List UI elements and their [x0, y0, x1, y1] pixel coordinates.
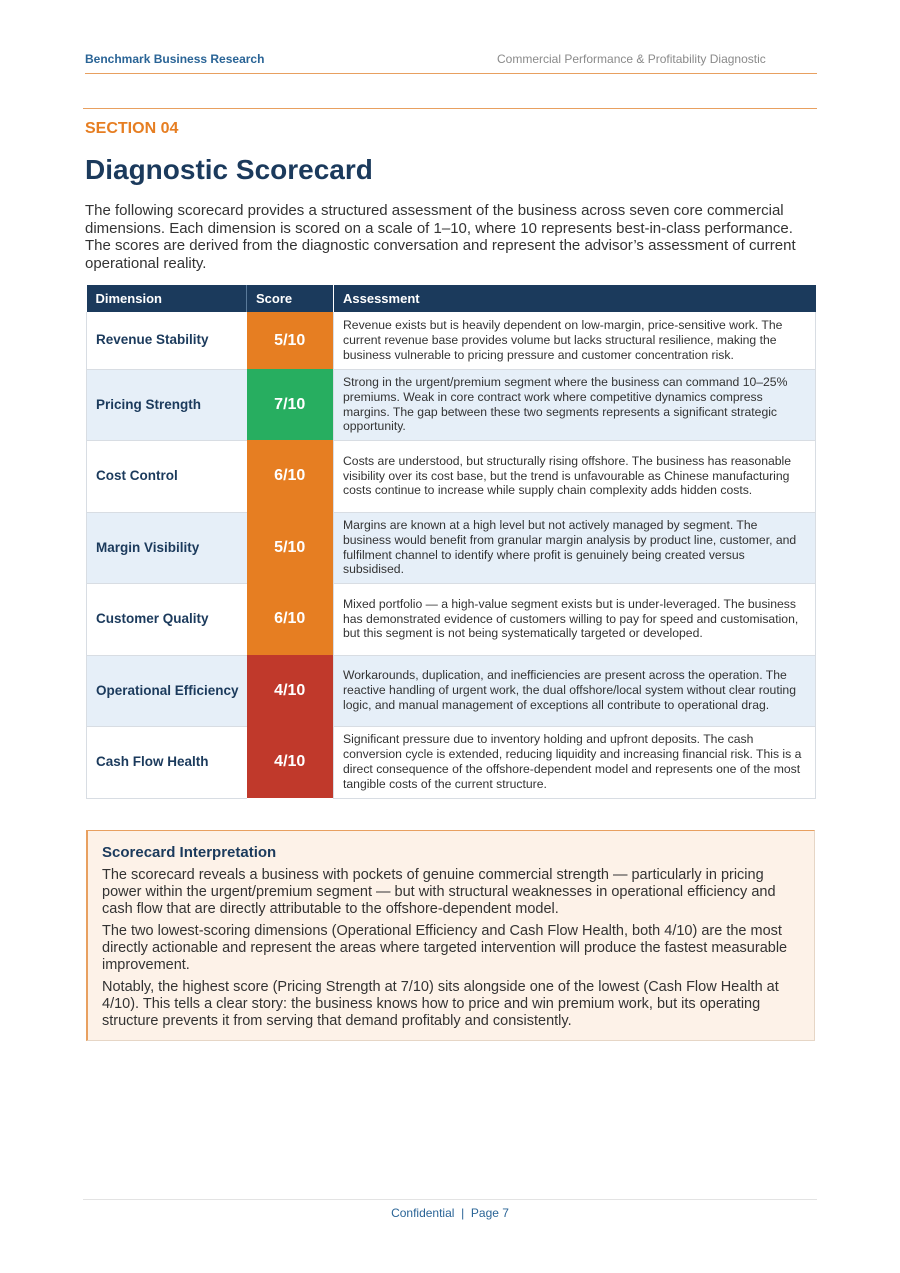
dimension-cell: Customer Quality [87, 583, 247, 655]
assessment-cell: Significant pressure due to inventory holding and upfront deposits. The cash conversion cycle is extended, reducing liquidity and increasing financial risk. This is a direct consequence of the offshore-dependent model and represents one of the most tangible costs of the current structure. [334, 726, 816, 798]
page-title: Diagnostic Scorecard [85, 154, 373, 185]
table-row [87, 726, 816, 798]
table-row [87, 512, 816, 583]
interpretation-paragraph: Notably, the highest score (Pricing Strength at 7/10) sits alongside one of the lowest (Cash Flow Health at 4/10). This tells a clear story: the business knows how to price and win premium work, but its operating structure prevents it from serving that demand profitably and consistently. [102, 979, 779, 1029]
page-footer: Confidential | Page 7 [391, 1206, 509, 1220]
intro-paragraph: The following scorecard provides a structured assessment of the business across seven core commercial dimensions. Each dimension is scored on a scale of 1–10, where 10 represents best-in-class performance. The scores are derived from the diagnostic conversation and represent the advisor’s assessment of current operational reality. [85, 202, 796, 272]
brand-name: Benchmark Business Research [85, 52, 265, 66]
table-row [87, 440, 816, 512]
assessment-cell: Strong in the urgent/premium segment where the business can command 10–25% premiums. Weak in core contract work where competitive dynamics compress margins. The gap between these two segments represents a significant strategic opportunity. [334, 369, 816, 440]
table-row [87, 655, 816, 726]
interpretation-title: Scorecard Interpretation [102, 844, 277, 861]
score-cell: 6/10 [247, 440, 334, 512]
header-score: Score [247, 285, 334, 312]
section-divider [83, 108, 817, 109]
assessment-cell: Workarounds, duplication, and inefficiencies are present across the operation. The reactive handling of urgent work, the dual offshore/local system without clear routing logic, and manual management of exceptions all contribute to operational drag. [334, 655, 816, 726]
document-title: Commercial Performance & Profitability Diagnostic [497, 52, 766, 66]
scorecard-table [86, 285, 816, 799]
interpretation-paragraph: The scorecard reveals a business with pockets of genuine commercial strength — particularly in pricing power within the urgent/premium segment — but with structural weaknesses in operational efficiency and cash flow that are directly attributable to the offshore-dependent model. [102, 867, 776, 917]
score-cell: 4/10 [247, 726, 334, 798]
header-dimension: Dimension [87, 285, 247, 312]
footer-divider [83, 1199, 817, 1200]
assessment-cell: Revenue exists but is heavily dependent on low-margin, price-sensitive work. The current revenue base provides volume but lacks structural resilience, making the business vulnerable to pricing pressure and customer concentration risk. [334, 312, 816, 369]
table-row [87, 369, 816, 440]
section-label: SECTION 04 [85, 120, 179, 137]
header-assessment: Assessment [334, 285, 816, 312]
dimension-cell: Operational Efficiency [87, 655, 247, 726]
dimension-cell: Margin Visibility [87, 512, 247, 583]
dimension-cell: Revenue Stability [87, 312, 247, 369]
score-cell: 5/10 [247, 512, 334, 583]
score-cell: 6/10 [247, 583, 334, 655]
interpretation-paragraph: The two lowest-scoring dimensions (Operational Efficiency and Cash Flow Health, both 4/10) are the most directly actionable and represent the areas where targeted intervention will produce the fastest measurable improvement. [102, 923, 788, 973]
interpretation-callout [86, 830, 815, 1041]
table-header-row [87, 285, 816, 312]
score-cell: 5/10 [247, 312, 334, 369]
assessment-cell: Costs are understood, but structurally rising offshore. The business has reasonable visibility over its cost base, but the trend is unfavourable as Chinese manufacturing costs continue to increase while supply chain complexity adds hidden costs. [334, 440, 816, 512]
table-row [87, 312, 816, 369]
score-cell: 7/10 [247, 369, 334, 440]
dimension-cell: Cost Control [87, 440, 247, 512]
page-header [85, 52, 817, 74]
dimension-cell: Pricing Strength [87, 369, 247, 440]
assessment-cell: Margins are known at a high level but not actively managed by segment. The business would benefit from granular margin analysis by product line, customer, and fulfilment channel to identify where profit is genuinely being created versus subsidised. [334, 512, 816, 583]
score-cell: 4/10 [247, 655, 334, 726]
table-row [87, 583, 816, 655]
dimension-cell: Cash Flow Health [87, 726, 247, 798]
assessment-cell: Mixed portfolio — a high-value segment exists but is under-leveraged. The business has demonstrated evidence of customers willing to pay for speed and customisation, but this segment is not being systematically targeted or developed. [334, 583, 816, 655]
